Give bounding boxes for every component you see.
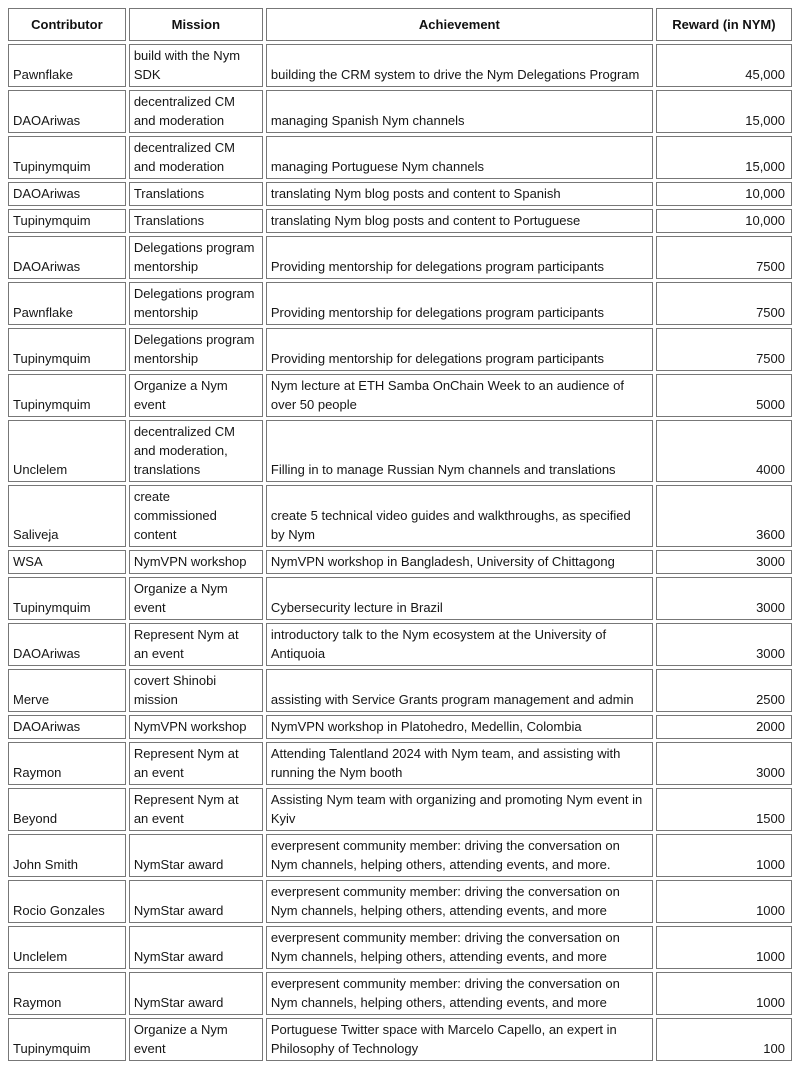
table-header [8,8,792,41]
contributor-cell: Raymon [8,742,126,785]
reward-cell: 7500 [656,282,792,325]
achievement-cell: Cybersecurity lecture in Brazil [266,577,653,620]
table-row [8,136,792,179]
reward-cell: 7500 [656,236,792,279]
table-row [8,182,792,206]
mission-cell: NymStar award [129,972,263,1015]
table-row [8,788,792,831]
mission-cell: Represent Nym at an event [129,742,263,785]
table-row [8,1018,792,1061]
table-row [8,209,792,233]
achievement-cell: everpresent community member: driving the conversation on Nym channels, helping others, attending events, and more. [266,834,653,877]
reward-cell: 15,000 [656,136,792,179]
reward-cell: 1500 [656,788,792,831]
reward-cell: 1000 [656,926,792,969]
column-header-achievement: Achievement [266,8,653,41]
mission-cell: decentralized CM and moderation [129,136,263,179]
page [0,5,800,1064]
reward-cell: 15,000 [656,90,792,133]
reward-cell: 7500 [656,328,792,371]
contributor-cell: Raymon [8,972,126,1015]
achievement-cell: Providing mentorship for delegations program participants [266,282,653,325]
table-row [8,742,792,785]
achievement-cell: NymVPN workshop in Bangladesh, University of Chittagong [266,550,653,574]
reward-cell: 2500 [656,669,792,712]
contributor-cell: Tupinymquim [8,577,126,620]
contributor-cell: Tupinymquim [8,328,126,371]
mission-cell: Translations [129,182,263,206]
column-header-contributor: Contributor [8,8,126,41]
table-row [8,834,792,877]
mission-cell: NymStar award [129,926,263,969]
reward-cell: 5000 [656,374,792,417]
column-header-mission: Mission [129,8,263,41]
achievement-cell: building the CRM system to drive the Nym Delegations Program [266,44,653,87]
achievement-cell: Nym lecture at ETH Samba OnChain Week to an audience of over 50 people [266,374,653,417]
mission-cell: decentralized CM and moderation [129,90,263,133]
contributor-cell: Pawnflake [8,282,126,325]
reward-cell: 100 [656,1018,792,1061]
table-row [8,972,792,1015]
achievement-cell: Providing mentorship for delegations program participants [266,328,653,371]
table-row [8,485,792,547]
mission-cell: NymStar award [129,880,263,923]
achievement-cell: everpresent community member: driving the conversation on Nym channels, helping others, attending events, and more [266,880,653,923]
reward-cell: 2000 [656,715,792,739]
achievement-cell: Filling in to manage Russian Nym channels and translations [266,420,653,482]
reward-cell: 10,000 [656,209,792,233]
contributor-cell: DAOAriwas [8,90,126,133]
reward-cell: 3000 [656,742,792,785]
mission-cell: Represent Nym at an event [129,788,263,831]
reward-cell: 3600 [656,485,792,547]
table-row [8,550,792,574]
rewards-table [5,5,795,1064]
table-row [8,715,792,739]
achievement-cell: managing Portuguese Nym channels [266,136,653,179]
achievement-cell: everpresent community member: driving the conversation on Nym channels, helping others, attending events, and more [266,972,653,1015]
contributor-cell: DAOAriwas [8,182,126,206]
contributor-cell: Saliveja [8,485,126,547]
mission-cell: Organize a Nym event [129,577,263,620]
reward-cell: 3000 [656,550,792,574]
achievement-cell: managing Spanish Nym channels [266,90,653,133]
mission-cell: NymStar award [129,834,263,877]
achievement-cell: create 5 technical video guides and walkthroughs, as specified by Nym [266,485,653,547]
table-body [8,44,792,1061]
table-row [8,926,792,969]
mission-cell: Translations [129,209,263,233]
table-row [8,577,792,620]
reward-cell: 10,000 [656,182,792,206]
reward-cell: 3000 [656,577,792,620]
mission-cell: Organize a Nym event [129,374,263,417]
mission-cell: build with the Nym SDK [129,44,263,87]
table-row [8,90,792,133]
achievement-cell: translating Nym blog posts and content to Portuguese [266,209,653,233]
contributor-cell: Pawnflake [8,44,126,87]
reward-cell: 4000 [656,420,792,482]
contributor-cell: Tupinymquim [8,136,126,179]
mission-cell: Delegations program mentorship [129,236,263,279]
reward-cell: 1000 [656,880,792,923]
mission-cell: NymVPN workshop [129,715,263,739]
mission-cell: Represent Nym at an event [129,623,263,666]
achievement-cell: NymVPN workshop in Platohedro, Medellin, Colombia [266,715,653,739]
mission-cell: Delegations program mentorship [129,328,263,371]
mission-cell: NymVPN workshop [129,550,263,574]
achievement-cell: translating Nym blog posts and content to Spanish [266,182,653,206]
contributor-cell: DAOAriwas [8,715,126,739]
reward-cell: 1000 [656,834,792,877]
mission-cell: covert Shinobi mission [129,669,263,712]
reward-cell: 3000 [656,623,792,666]
achievement-cell: assisting with Service Grants program management and admin [266,669,653,712]
table-row [8,44,792,87]
table-row [8,328,792,371]
table-row [8,282,792,325]
header-row [8,8,792,41]
achievement-cell: Portuguese Twitter space with Marcelo Capello, an expert in Philosophy of Technology [266,1018,653,1061]
table-row [8,669,792,712]
table-row [8,374,792,417]
contributor-cell: Rocio Gonzales [8,880,126,923]
contributor-cell: Tupinymquim [8,374,126,417]
table-row [8,880,792,923]
table-row [8,236,792,279]
column-header-reward: Reward (in NYM) [656,8,792,41]
contributor-cell: John Smith [8,834,126,877]
contributor-cell: Merve [8,669,126,712]
achievement-cell: everpresent community member: driving the conversation on Nym channels, helping others, attending events, and more [266,926,653,969]
contributor-cell: Tupinymquim [8,209,126,233]
contributor-cell: DAOAriwas [8,236,126,279]
contributor-cell: Tupinymquim [8,1018,126,1061]
table-row [8,623,792,666]
achievement-cell: Assisting Nym team with organizing and promoting Nym event in Kyiv [266,788,653,831]
mission-cell: decentralized CM and moderation, translations [129,420,263,482]
contributor-cell: DAOAriwas [8,623,126,666]
achievement-cell: Providing mentorship for delegations program participants [266,236,653,279]
contributor-cell: Beyond [8,788,126,831]
mission-cell: create commissioned content [129,485,263,547]
mission-cell: Organize a Nym event [129,1018,263,1061]
contributor-cell: WSA [8,550,126,574]
achievement-cell: Attending Talentland 2024 with Nym team, and assisting with running the Nym booth [266,742,653,785]
table-row [8,420,792,482]
contributor-cell: Unclelem [8,926,126,969]
contributor-cell: Unclelem [8,420,126,482]
achievement-cell: introductory talk to the Nym ecosystem at the University of Antiquoia [266,623,653,666]
mission-cell: Delegations program mentorship [129,282,263,325]
reward-cell: 1000 [656,972,792,1015]
reward-cell: 45,000 [656,44,792,87]
